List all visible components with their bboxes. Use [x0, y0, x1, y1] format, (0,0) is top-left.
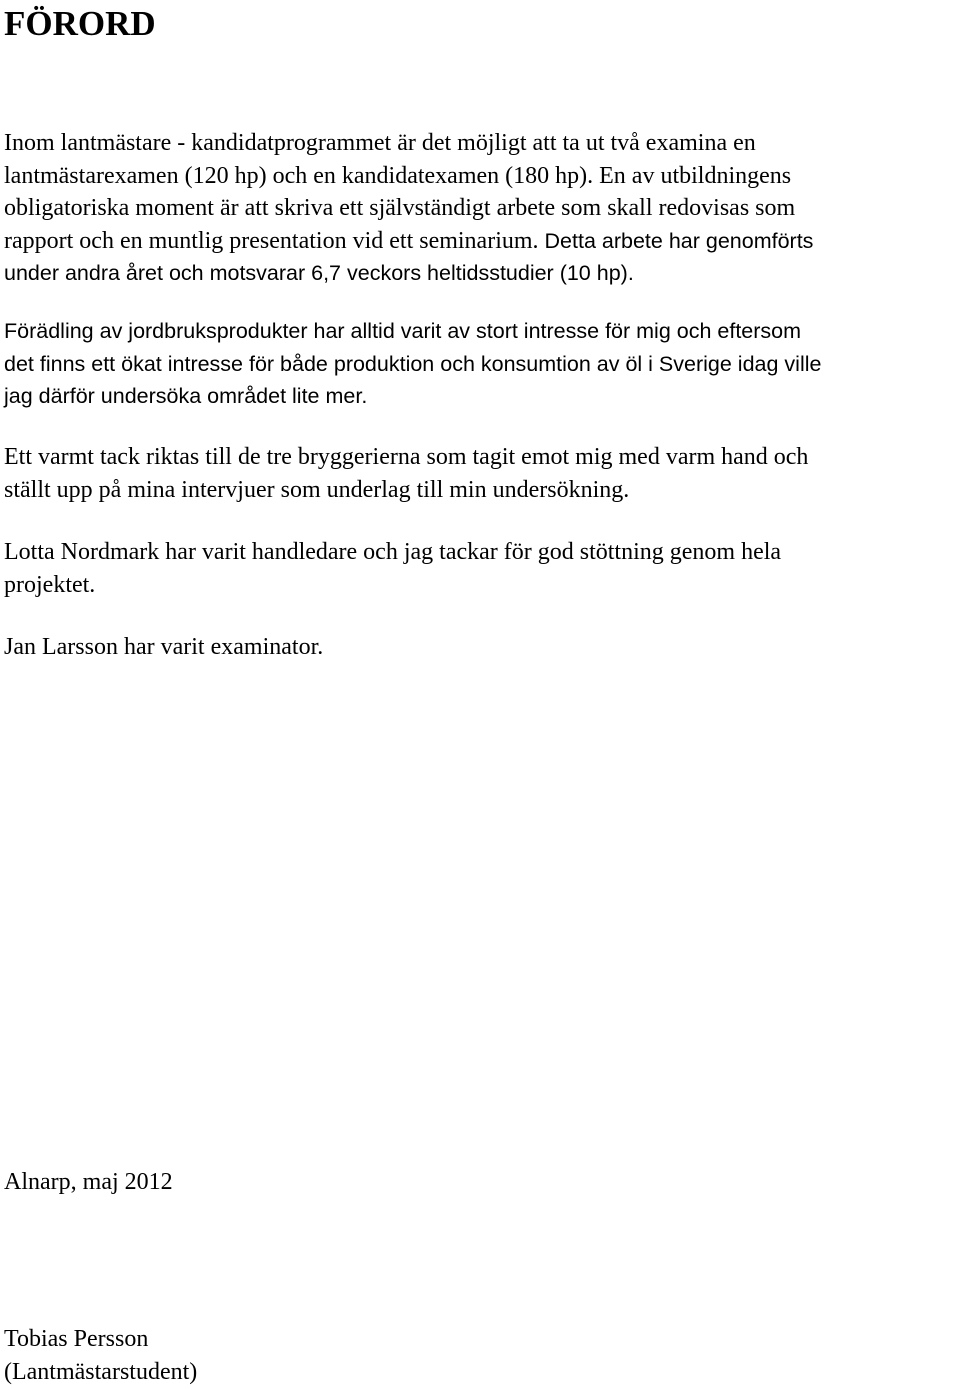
text-line: Inom lantmästare - kandidatprogrammet är det möjligt att ta ut två examina en [4, 130, 756, 156]
text-line-sans: det finns ett ökat intresse för både produktion och konsumtion av öl i Sverige idag ville [4, 351, 822, 376]
text-line: ställt upp på mina intervjuer som underlag till min undersökning. [4, 476, 630, 503]
text-line: Lotta Nordmark har varit handledare och jag tackar för god stöttning genom hela [4, 539, 782, 565]
text-line: lantmästarexamen (120 hp) och en kandidatexamen (180 hp). En av utbildningens [4, 162, 792, 189]
text-line-sans: under andra året och motsvarar 6,7 veckors heltidsstudier (10 hp). [4, 261, 634, 285]
place-date-text: Alnarp, maj 2012 [4, 1169, 173, 1195]
author-name: Tobias Persson [4, 1326, 149, 1352]
signature-block [4, 1323, 960, 1388]
supervisor-paragraph [4, 536, 960, 601]
text-line [4, 225, 960, 258]
thanks-paragraph [4, 441, 960, 506]
text-line: obligatoriska moment är att skriva ett självständigt arbete som skall redovisas som [4, 195, 796, 221]
place-date [4, 1166, 960, 1199]
text-segment: rapport och en muntlig presentation vid ett seminarium. [4, 227, 539, 254]
text-segment-sans: Detta arbete har genomförts [538, 228, 814, 253]
text-line-sans: Förädling av jordbruksprodukter har alltid varit av stort intresse för mig och eftersom [4, 319, 802, 343]
text-line: Ett varmt tack riktas till de tre bryggerierna som tagit emot mig med varm hand och [4, 444, 809, 470]
author-title: (Lantmästarstudent) [4, 1358, 198, 1385]
page-title: FÖRORD [4, 4, 156, 43]
intro-paragraph [4, 127, 960, 290]
text-line: projektet. [4, 571, 96, 598]
text-line: Jan Larsson har varit examinator. [4, 634, 324, 660]
examiner-paragraph [4, 631, 960, 664]
text-line-sans: jag därför undersöka området lite mer. [4, 384, 368, 408]
motivation-paragraph [4, 315, 960, 413]
